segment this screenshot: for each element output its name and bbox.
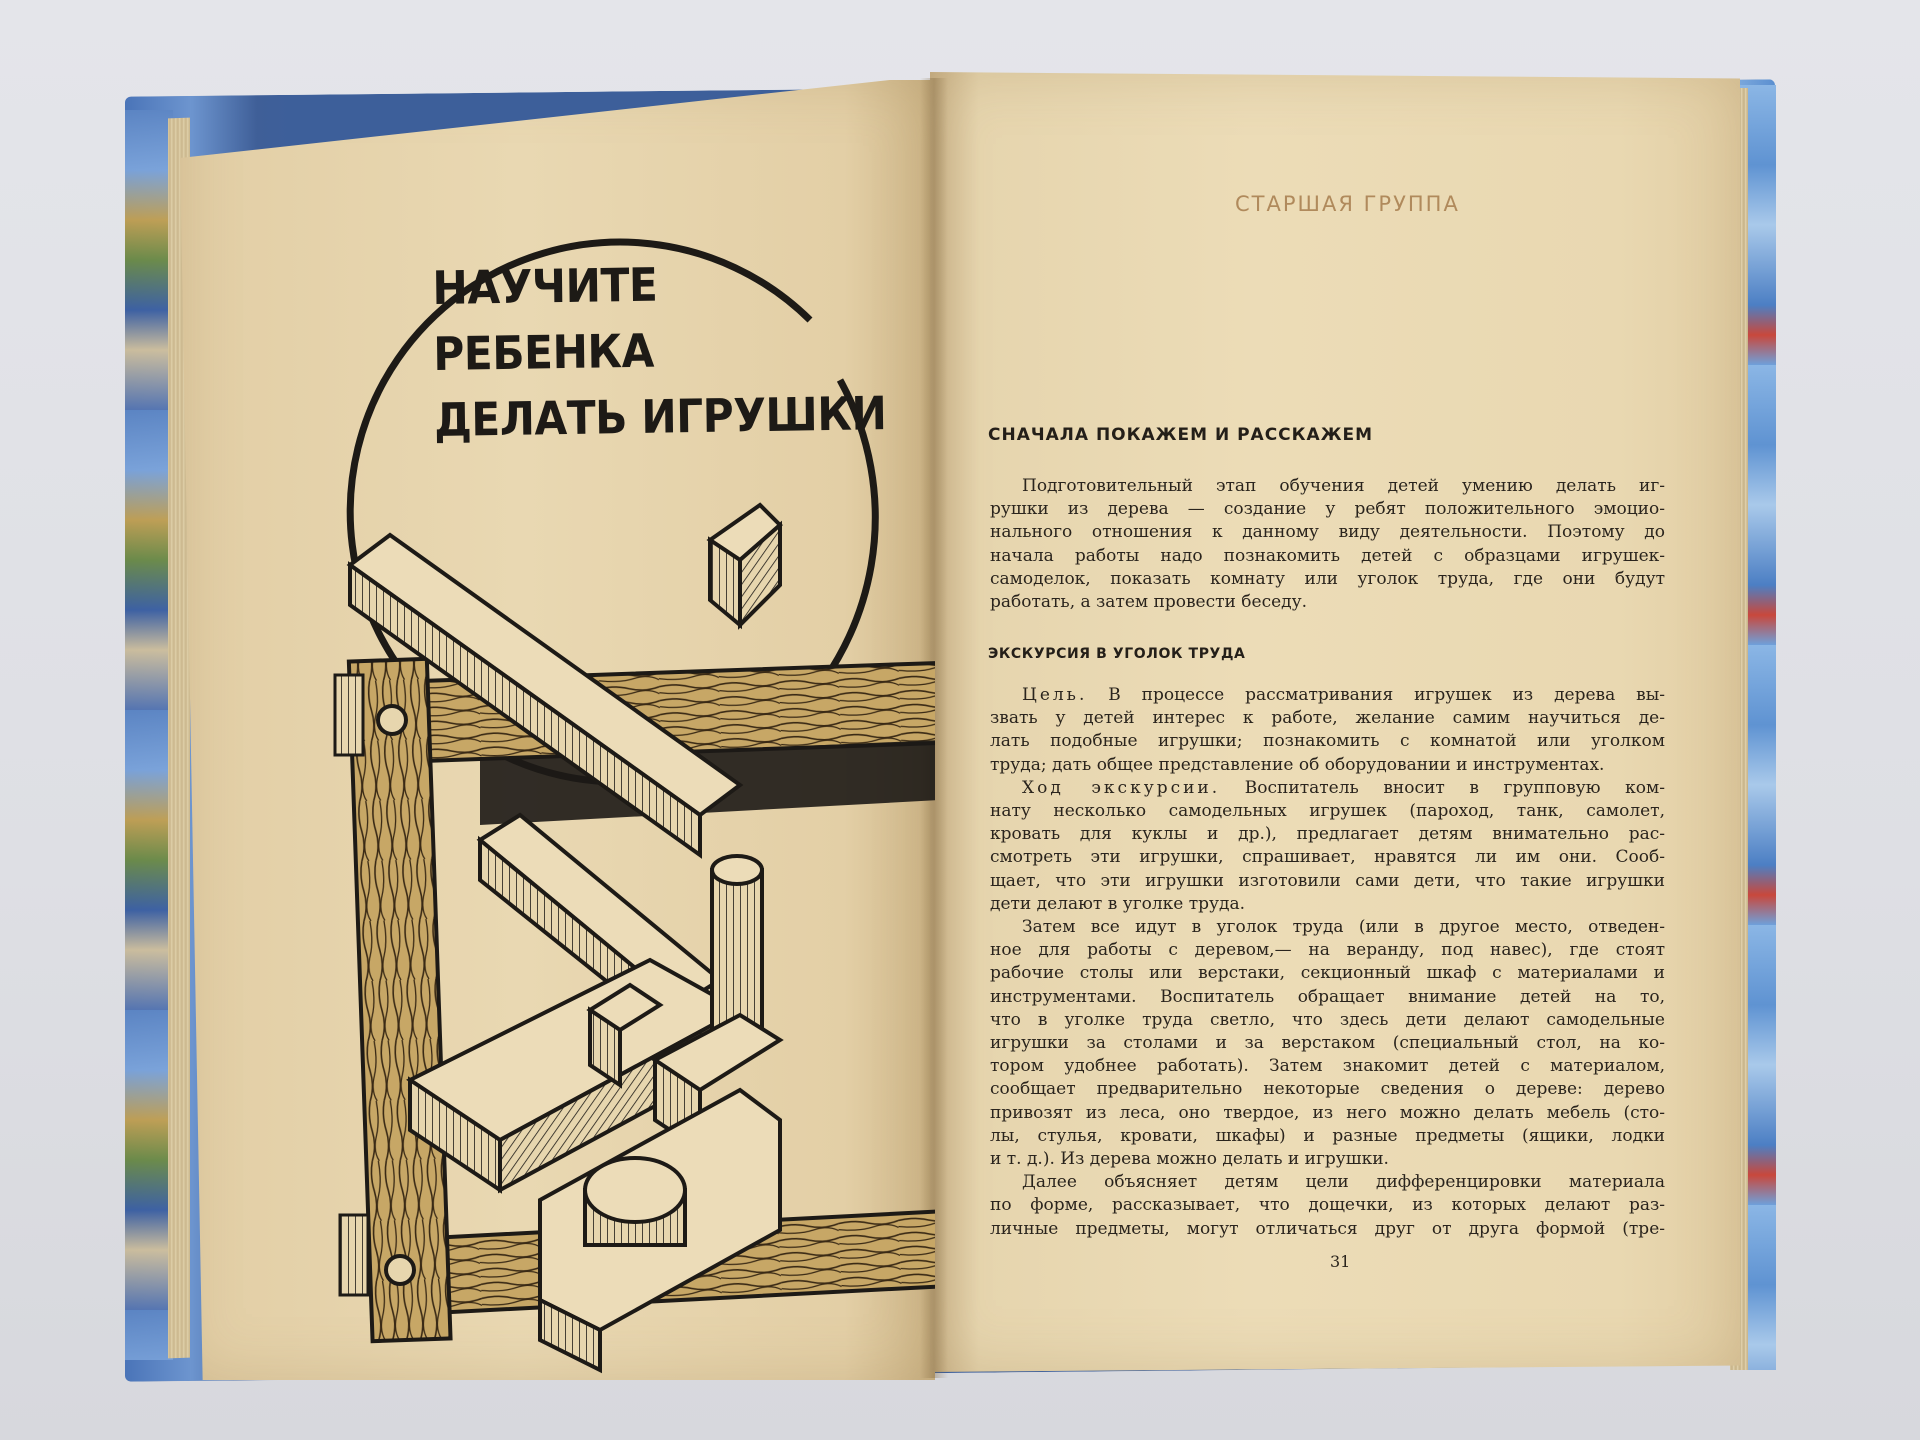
course-label: Ход экскурсии. xyxy=(1022,777,1221,798)
text-line: рушки из дерева — создание у ребят положительного эмоцио- xyxy=(990,499,1665,520)
text-line: и т. д.). Из дерева можно делать и игрушки. xyxy=(990,1149,1389,1170)
headline-line-2: РЕБЕНКА xyxy=(432,323,655,381)
chapter-headline xyxy=(432,248,887,453)
page-number: 31 xyxy=(1330,1252,1351,1271)
text-line: лы, стулья, кровати, шкафы) и разные предметы (ящики, лодки xyxy=(990,1125,1665,1146)
headline-line-3: ДЕЛАТЬ ИГРУШКИ xyxy=(433,386,887,447)
text-line: привозят из леса, оно твердое, из него можно делать мебель (сто- xyxy=(990,1102,1665,1123)
intro-paragraph xyxy=(990,475,1665,614)
text-line: Затем все идут в уголок труда (или в другое место, отведен- xyxy=(1022,917,1665,938)
course-line-0: Воспитатель вносит в групповую ком- xyxy=(1244,777,1665,798)
text-line: Подготовительный этап обучения детей умению делать иг- xyxy=(1022,476,1665,496)
headline-line-1: НАУЧИТЕ xyxy=(432,257,658,315)
text-line: личные предметы, могут отличаться друг от друга формой (тре- xyxy=(990,1218,1665,1239)
text-line: что в уголке труда светло, что здесь дети делают самодельные xyxy=(990,1009,1665,1030)
text-line: нального отношения к данному виду деятельности. Поэтому до xyxy=(990,522,1665,543)
text-line: лать подобные игрушки; познакомить с комнатой или уголком xyxy=(990,731,1665,752)
text-line xyxy=(990,777,1665,800)
text-line: тором удобнее работать). Затем знакомит детей с материалом, xyxy=(990,1056,1665,1077)
text-line: смотреть эти игрушки, спрашивает, нравятся ли им они. Сооб- xyxy=(990,847,1665,868)
section-title: СНАЧАЛА ПОКАЖЕМ И РАССКАЖЕМ xyxy=(988,425,1374,445)
text-line: кровать для куклы и др.), предлагает детям внимательно рас- xyxy=(990,824,1665,845)
text-line: звать у детей интерес к работе, желание самим научиться де- xyxy=(990,708,1665,729)
text-line: инструментами. Воспитатель обращает внимание детей на то, xyxy=(990,986,1665,1007)
cover-spine-left xyxy=(125,110,173,1360)
text-line: по форме, рассказывает, что дощечки, из которых делают раз- xyxy=(990,1195,1665,1216)
text-line: щает, что эти игрушки изготовили сами дети, что такие игрушки xyxy=(990,870,1665,891)
text-line: Далее объясняет детям цели дифференцировки материала xyxy=(1022,1172,1665,1193)
text-line: нату несколько самодельных игрушек (пароход, танк, самолет, xyxy=(990,801,1665,822)
text-line xyxy=(990,684,1665,707)
text-line: работать, а затем провести беседу. xyxy=(990,592,1308,613)
goal-paragraph xyxy=(990,684,1665,1241)
text-line: сообщает предварительно некоторые сведения о дереве: дерево xyxy=(990,1079,1665,1100)
text-line: труда; дать общее представление об оборудовании и инструментах. xyxy=(990,754,1605,775)
text-line: ное для работы с деревом,— на веранду, под навес), где стоят xyxy=(990,940,1665,961)
goal-label: Цель. xyxy=(1022,685,1088,705)
running-head: СТАРШАЯ ГРУППА xyxy=(1235,192,1460,216)
subsection-title: ЭКСКУРСИЯ В УГОЛОК ТРУДА xyxy=(988,646,1246,662)
text-line: самоделок, показать комнату или уголок труда, где они будут xyxy=(990,568,1665,589)
text-line: начала работы надо познакомить детей с образцами игрушек- xyxy=(990,545,1665,566)
goal-line-0: В процессе рассматривания игрушек из дерева вы- xyxy=(1108,685,1665,705)
text-line: рабочие столы или верстаки, секционный шкаф с материалами и xyxy=(990,963,1665,984)
text-line: дети делают в уголке труда. xyxy=(990,893,1246,914)
text-line: игрушки за столами и за верстаком (специальный стол, на ко- xyxy=(990,1033,1665,1054)
